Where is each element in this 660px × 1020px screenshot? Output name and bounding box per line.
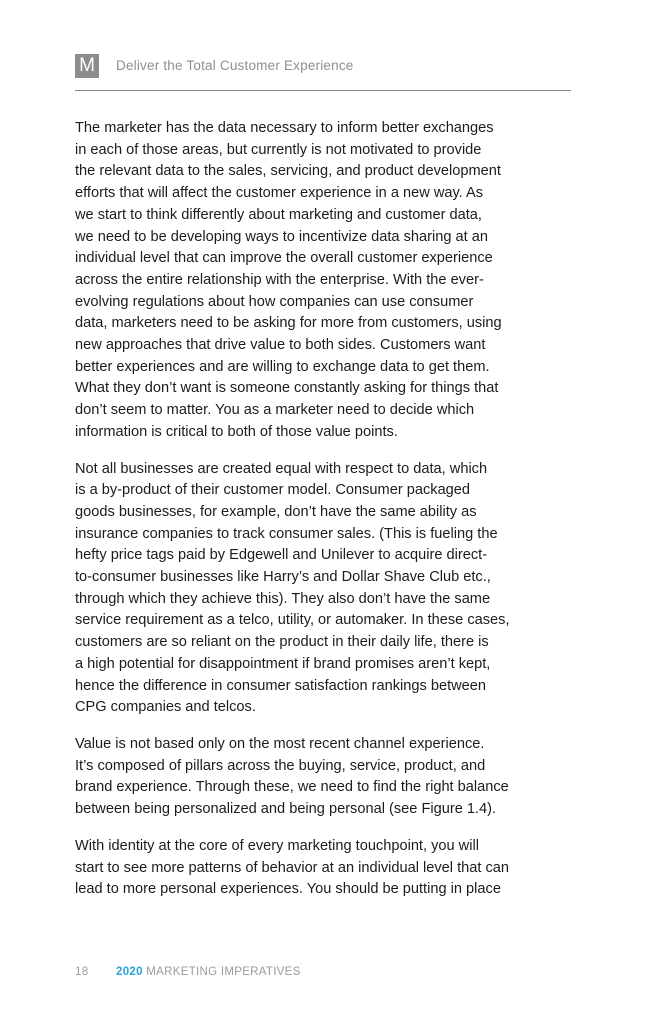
text-line: don’t seem to matter. You as a marketer need to decide which: [75, 402, 475, 419]
text-line: What they don’t want is someone constantly asking for things that: [75, 380, 499, 397]
text-line: lead to more personal experiences. You should be putting in place: [75, 881, 501, 898]
text-line: insurance companies to track consumer sales. (This is fueling the: [75, 525, 498, 542]
text-line: we start to think differently about marketing and customer data,: [75, 206, 482, 223]
text-line: brand experience. Through these, we need to find the right balance: [75, 779, 509, 796]
text-line: goods businesses, for example, don’t have the same ability as: [75, 503, 477, 520]
paragraph: [75, 118, 571, 444]
text-line: It’s composed of pillars across the buying, service, product, and: [75, 757, 486, 774]
publication-year: 2020: [116, 966, 143, 978]
text-line: new approaches that drive value to both sides. Customers want: [75, 337, 486, 354]
text-line: Not all businesses are created equal with respect to data, which: [75, 460, 488, 477]
text-line: hefty price tags paid by Edgewell and Unilever to acquire direct-: [75, 547, 488, 564]
text-line: Value is not based only on the most recent channel experience.: [75, 735, 485, 752]
paragraph: [75, 734, 571, 821]
page-number: 18: [75, 966, 89, 978]
text-line: The marketer has the data necessary to inform better exchanges: [75, 120, 494, 136]
text-line: customers are so reliant on the product in their daily life, there is: [75, 634, 489, 651]
text-line: CPG companies and telcos.: [75, 699, 256, 716]
text-line: data, marketers need to be asking for more from customers, using: [75, 315, 502, 332]
text-line: a high potential for disappointment if brand promises aren’t kept,: [75, 655, 491, 672]
text-line: between being personalized and being personal (see Figure 1.4).: [75, 801, 497, 818]
running-header: [75, 54, 571, 91]
text-line: across the entire relationship with the enterprise. With the ever-: [75, 271, 484, 288]
text-line: service requirement as a telco, utility, or automaker. In these cases,: [75, 612, 510, 629]
text-line: individual level that can improve the overall customer experience: [75, 250, 493, 267]
paragraph: [75, 836, 571, 901]
text-line: to-consumer businesses like Harry’s and Dollar Shave Club etc.,: [75, 569, 491, 586]
text-line: we need to be developing ways to incentivize data sharing at an: [75, 228, 488, 245]
publisher-logo-icon: M: [75, 54, 99, 78]
text-line: hence the difference in consumer satisfaction rankings between: [75, 677, 487, 694]
text-line: evolving regulations about how companies can use consumer: [75, 293, 474, 310]
text-line: the relevant data to the sales, servicing, and product development: [75, 163, 501, 180]
chapter-title: Deliver the Total Customer Experience: [116, 58, 354, 73]
text-line: start to see more patterns of behavior at an individual level that can: [75, 859, 510, 876]
text-line: through which they achieve this). They also don’t have the same: [75, 590, 491, 607]
paragraph: [75, 459, 571, 719]
publication-title: MARKETING IMPERATIVES: [146, 966, 301, 978]
text-line: better experiences and are willing to exchange data to get them.: [75, 358, 490, 375]
text-line: is a by-product of their customer model. Consumer packaged: [75, 482, 471, 499]
text-line: in each of those areas, but currently is not motivated to provide: [75, 141, 482, 158]
text-line: efforts that will affect the customer experience in a new way. As: [75, 185, 484, 202]
running-footer: [75, 966, 301, 978]
body-text: [75, 118, 571, 916]
text-line: With identity at the core of every marketing touchpoint, you will: [75, 837, 479, 854]
text-line: information is critical to both of those value points.: [75, 423, 398, 440]
